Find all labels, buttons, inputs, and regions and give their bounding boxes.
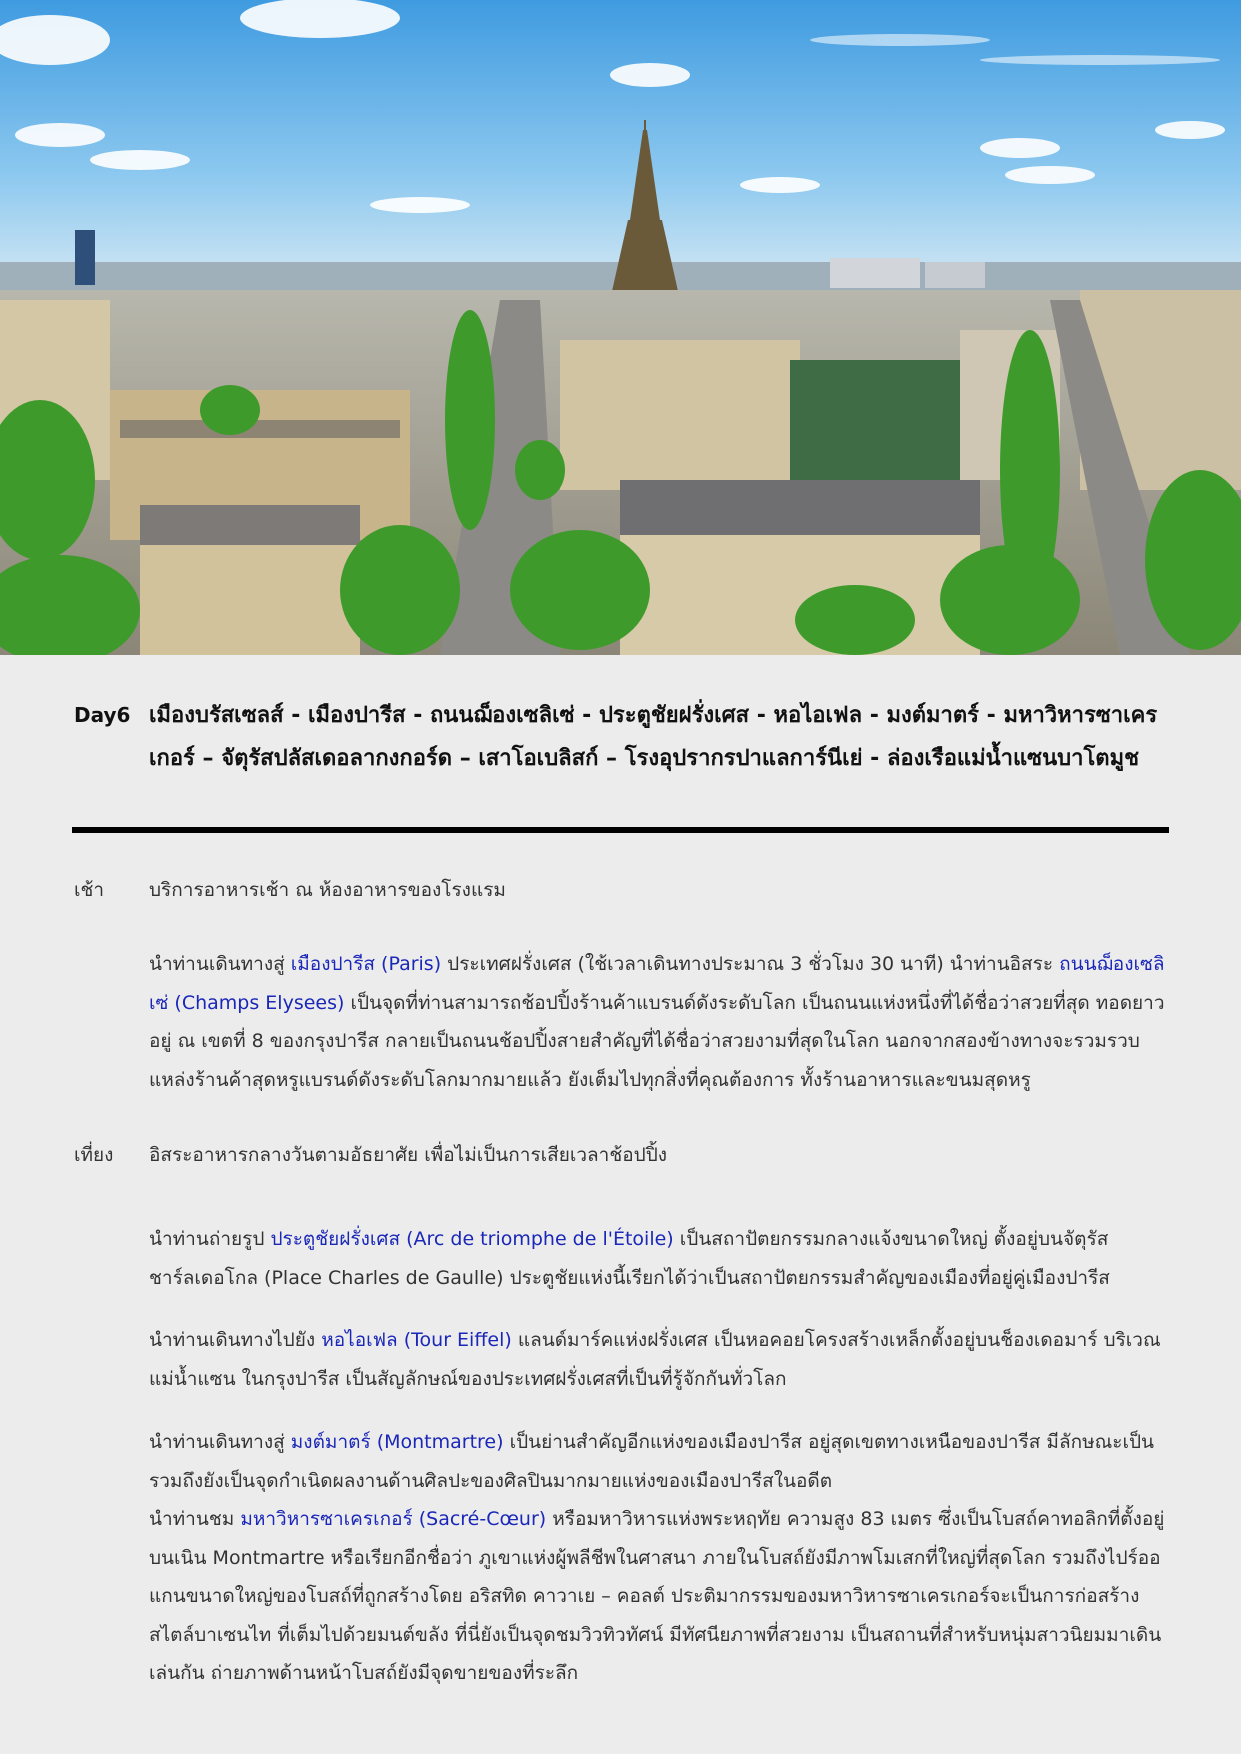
paragraph-paris — [149, 945, 1169, 1099]
sacre-text-1: นำท่านชม — [149, 1508, 241, 1530]
paragraph-eiffel — [149, 1321, 1169, 1398]
paris-text-1: นำท่านเดินทางสู่ — [149, 953, 291, 975]
header-divider — [72, 827, 1169, 833]
eiffel-text-1: นำท่านเดินทางไปยัง — [149, 1329, 322, 1351]
eiffel-text-2: แลนด์มาร์คแห่งฝรั่งเศส เป็นหอคอยโครงสร้างเหล็กตั้งอยู่บนช็องเดอมาร์ บริเวณแม่น้ำแซน ในกรุงปารีส เป็นสัญลักษณ์ของประเทศฝรั่งเศสที่เป็นที่รู้จักกันทั่วโลก — [149, 1329, 1161, 1390]
day-title: เมืองบรัสเซลส์ - เมืองปารีส - ถนนฌ็องเซลิเซ่ - ประตูชัยฝรั่งเศส - หอไอเฟล - มงต์มาตร์ - มหาวิหารซาเครเกอร์ – จัตุรัสปลัสเดอลากงกอร์ด – เสาโอเบลิสก์ – โรงอุปรากรปาแลการ์นีเย่ - ล่องเรือแม่น้ำแซนบาโตมูช — [149, 703, 1158, 771]
day-label: Day6 — [74, 703, 131, 727]
link-montmartre: มงต์มาตร์ (Montmartre) — [290, 1431, 504, 1453]
paris-text-3: เป็นจุดที่ท่านสามารถช้อปปิ้งร้านค้าแบรนด์ดังระดับโลก เป็นถนนแห่งหนึ่งที่ได้ชื่อว่าสวยที่สุด ทอดยาวอยู่ ณ เขตที่ 8 ของกรุงปารีส กลายเป็นถนนช้อปปิ้งสายสำคัญที่ได้ชื่อว่าสวยงามที่สุดในโลก นอกจากสองข้างทางจะรวมรวบแหล่งร้านค้าสุดหรูแบรนด์ดังระดับโลกมากมายแล้ว ยังเต็มไปทุกสิ่งที่คุณต้องการ ทั้งร้านอาหารและขนมสุดหรู — [149, 991, 1165, 1091]
morning-text: บริการอาหารเช้า ณ ห้องอาหารของโรงแรม — [149, 879, 506, 901]
link-arc-de-triomphe: ประตูชัยฝรั่งเศส (Arc de triomphe de l'Étoile) — [270, 1228, 674, 1250]
link-paris: เมืองปารีส (Paris) — [290, 953, 442, 975]
slot-label-lunch: เที่ยง — [74, 1144, 114, 1166]
paragraph-arc-de-triomphe — [149, 1220, 1169, 1297]
lunch-text: อิสระอาหารกลางวันตามอัธยาศัย เพื่อไม่เป็นการเสียเวลาช้อปปิ้ง — [149, 1144, 668, 1166]
paragraph-sacre-coeur — [149, 1500, 1169, 1693]
slot-label-morning: เช้า — [74, 879, 105, 901]
hero-photo — [0, 0, 1241, 655]
paragraph-montmartre — [149, 1423, 1169, 1500]
paris-skyline-photo — [0, 0, 1241, 655]
link-sacre-coeur: มหาวิหารซาเครเกอร์ (Sacré-Cœur) — [240, 1508, 547, 1530]
link-champs-elysees: ถนนฌ็องเซลิเซ่ (Champs Elysees) — [149, 953, 1165, 1014]
arc-text-2: เป็นสถาปัตยกรรมกลางแจ้งขนาดใหญ่ ตั้งอยู่บนจัตุรัสชาร์ลเดอโกล (Place Charles de Gaulle) ประตูชัยแห่งนี้เรียกได้ว่าเป็นสถาปัตยกรรมสำคัญของเมืองที่อยู่คู่เมืองปารีส — [149, 1228, 1110, 1289]
paris-text-2: ประเทศฝรั่งเศส (ใช้เวลาเดินทางประมาณ 3 ชั่วโมง 30 นาที) นำท่านอิสระ — [441, 953, 1060, 975]
montmartre-text-2: เป็นย่านสำคัญอีกแห่งของเมืองปารีส อยู่สุดเขตทางเหนือของปารีส มีลักษณะเป็นรวมถึงยังเป็นจุดกำเนิดผลงานด้านศิลปะของศิลปินมากมายแห่งของเมืองปารีสในอดีต — [149, 1431, 1154, 1492]
arc-text-1: นำท่านถ่ายรูป — [149, 1228, 271, 1250]
montmartre-text-1: นำท่านเดินทางสู่ — [149, 1431, 291, 1453]
link-tour-eiffel: หอไอเฟล (Tour Eiffel) — [321, 1329, 512, 1351]
sacre-text-2: หรือมหาวิหารแห่งพระหฤทัย ความสูง 83 เมตร ซึ่งเป็นโบสถ์คาทอลิกที่ตั้งอยู่บนเนิน Montmartre หรือเรียกอีกชื่อว่า ภูเขาแห่งผู้พลีชีพในศาสนา ภายในโบสถ์ยังมีภาพโมเสกที่ใหญ่ที่สุดโลก รวมถึงไปร์ออแกนขนาดใหญ่ของโบสถ์ที่ถูกสร้างโดย อริสทิด คาวาเย – คอลต์ ประติมากรรมของมหาวิหารซาเครเกอร์จะเป็นการก่อสร้างสไตล์บาเซนไท ที่เต็มไปด้วยมนต์ขลัง ที่นี่ยังเป็นจุดชมวิวทิวทัศน์ มีทัศนียภาพที่สวยงาม เป็นสถานที่สำหรับหนุ่มสาวนิยมมาเดินเล่นกัน ถ่ายภาพด้านหน้าโบสถ์ยังมีจุดขายของที่ระลึก — [149, 1508, 1165, 1684]
